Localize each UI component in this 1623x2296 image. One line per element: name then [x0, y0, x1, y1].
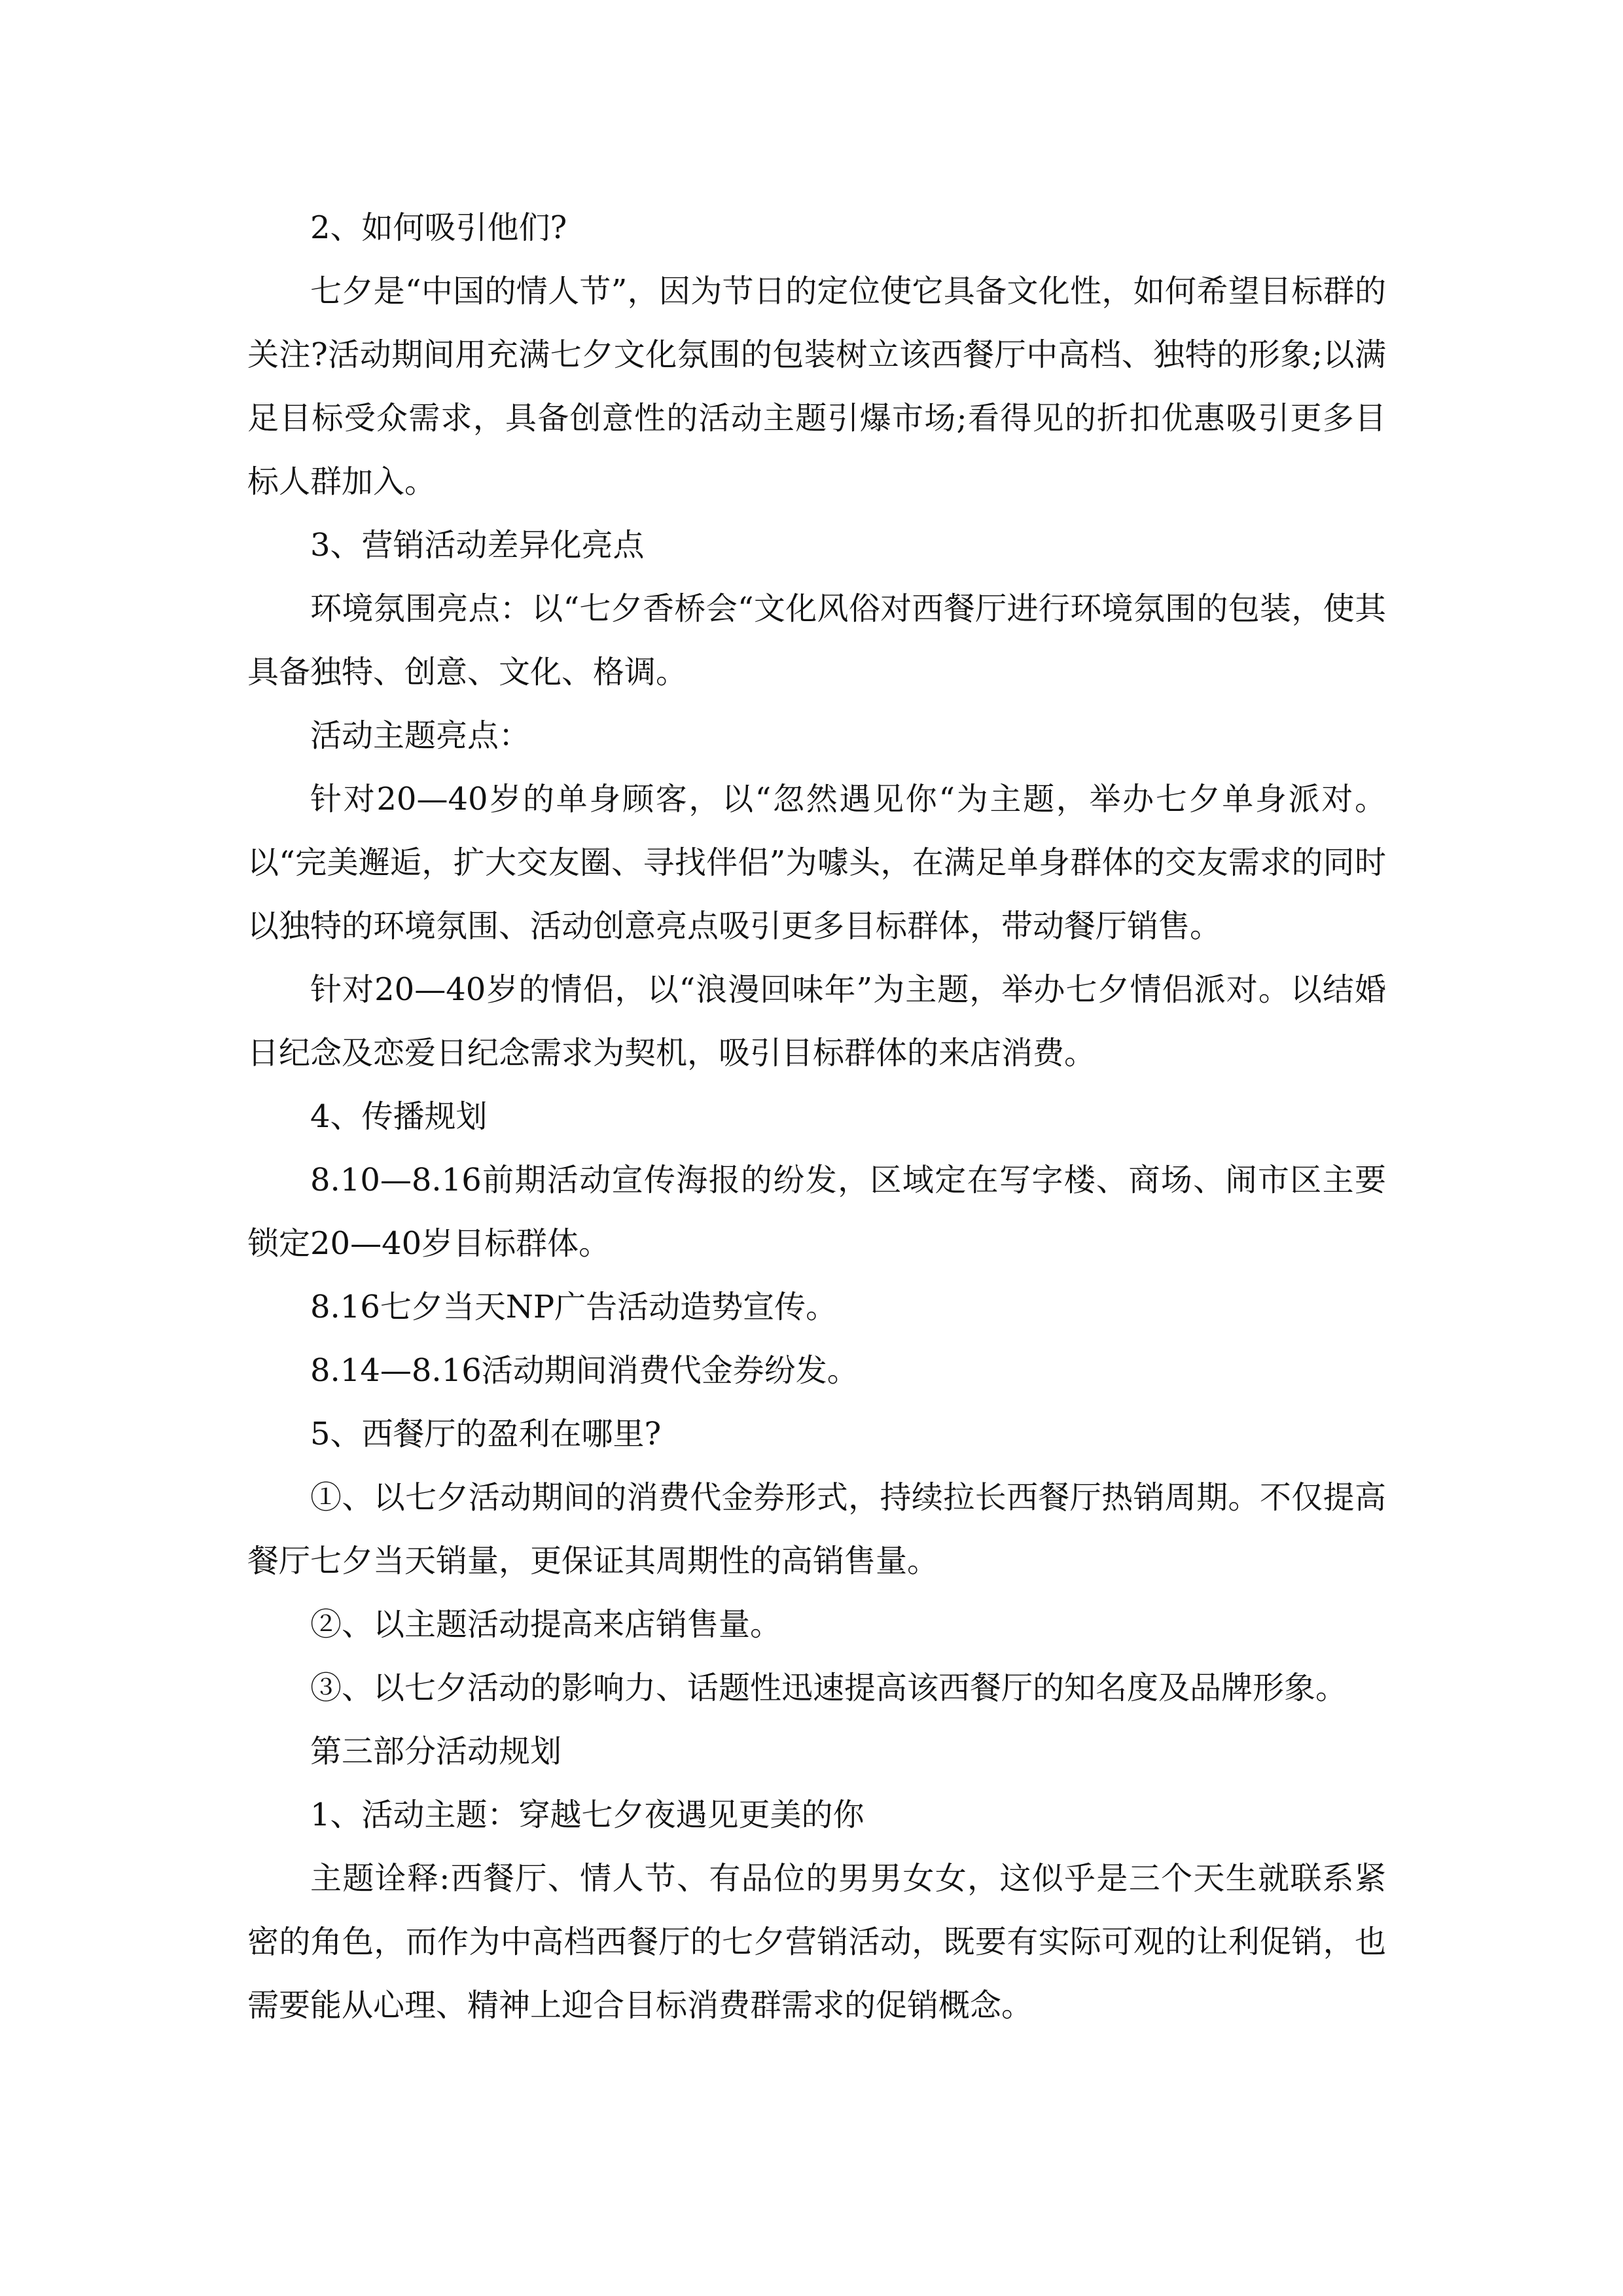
paragraph-couples-party: 针对20—40岁的情侣，以“浪漫回味年”为主题，举办七夕情侣派对。以结婚日纪念及恋爱日纪念需求为契机，吸引目标群体的来店消费。 — [247, 971, 1386, 1071]
heading-communication-plan: 4、传播规划 — [310, 1098, 488, 1135]
heading-part-three: 第三部分活动规划 — [310, 1733, 562, 1770]
paragraph-voucher-distribution: 8.14—8.16活动期间消费代金券纷发。 — [310, 1352, 859, 1389]
heading-how-to-attract: 2、如何吸引他们? — [310, 209, 567, 246]
paragraph-profit-3: ③、以七夕活动的影响力、话题性迅速提高该西餐厅的知名度及品牌形象。 — [310, 1670, 1347, 1706]
paragraph-np-advertising: 8.16七夕当天NP广告活动造势宣传。 — [310, 1289, 838, 1325]
paragraph-profit-1: ①、以七夕活动期间的消费代金券形式，持续拉长西餐厅热销周期。不仅提高餐厅七夕当天销量，更保证其周期性的高销售量。 — [247, 1479, 1386, 1579]
paragraph-activity-theme: 1、活动主题：穿越七夕夜遇见更美的你 — [310, 1797, 865, 1833]
paragraph-poster-distribution: 8.10—8.16前期活动宣传海报的纷发，区域定在写字楼、商场、闹市区主要锁定20—40岁目标群体。 — [247, 1162, 1386, 1262]
heading-profit: 5、西餐厅的盈利在哪里? — [310, 1416, 662, 1452]
paragraph-environment-highlight: 环境氛围亮点：以“七夕香桥会“文化风俗对西餐厅进行环境氛围的包装，使其具备独特、创意、文化、格调。 — [247, 590, 1386, 691]
heading-differentiation: 3、营销活动差异化亮点 — [310, 527, 645, 564]
paragraph-singles-party: 针对20—40岁的单身顾客，以“忽然遇见你“为主题，举办七夕单身派对。以“完美邂逅，扩大交友圈、寻找伴侣”为噱头，在满足单身群体的交友需求的同时以独特的环境氛围、活动创意亮点吸引更多目标群体，带动餐厅销售。 — [247, 781, 1386, 944]
paragraph-profit-2: ②、以主题活动提高来店销售量。 — [310, 1606, 782, 1643]
paragraph-theme-explanation: 主题诠释:西餐厅、情人节、有品位的男男女女，这似乎是三个天生就联系紧密的角色，而作为中高档西餐厅的七夕营销活动，既要有实际可观的让利促销，也需要能从心理、精神上迎合目标消费群需求的促销概念。 — [247, 1860, 1386, 2024]
document-body — [247, 196, 1386, 2037]
paragraph-theme-highlight: 活动主题亮点： — [310, 717, 531, 754]
paragraph-qixi-culture: 七夕是“中国的情人节”，因为节日的定位使它具备文化性，如何希望目标群的关注?活动期间用充满七夕文化氛围的包装树立该西餐厅中高档、独特的形象;以满足目标受众需求，具备创意性的活动主题引爆市场;看得见的折扣优惠吸引更多目标人群加入。 — [247, 273, 1386, 500]
